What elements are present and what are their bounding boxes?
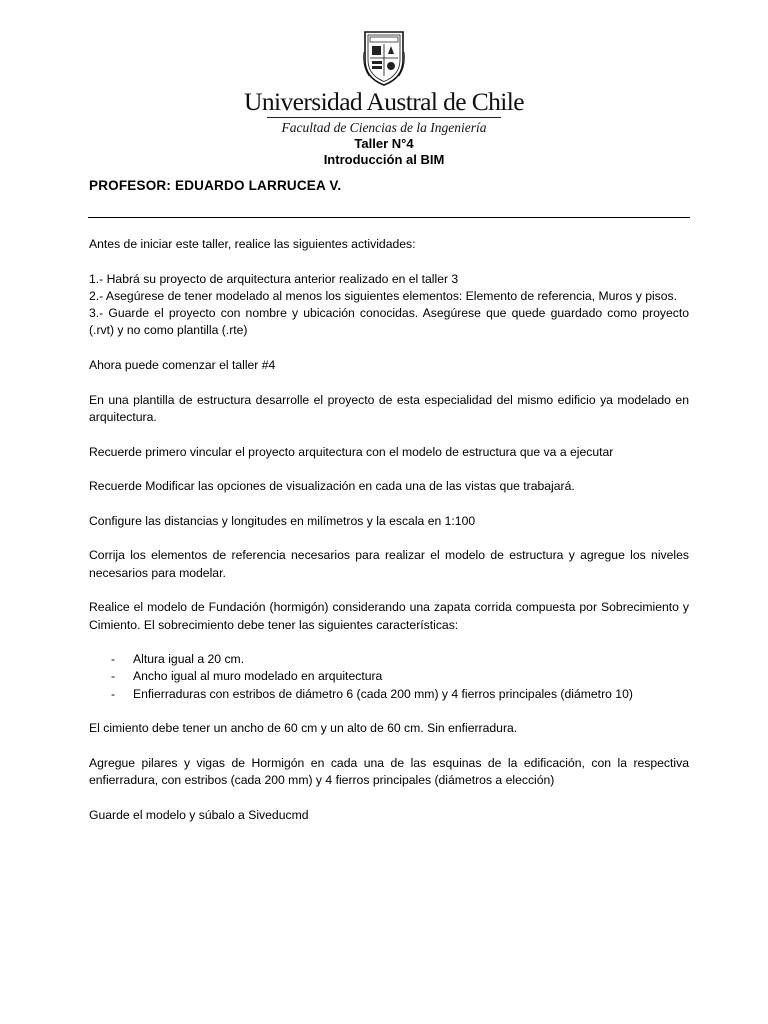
paragraph-link: Recuerde primero vincular el proyecto arquitectura con el modelo de estructura que va a ejecutar — [89, 444, 614, 459]
paragraph-foundation: Realice el modelo de Fundación (hormigón) considerando una zapata corrida compuesta por Sobrecimiento y Cimiento. El sobrecimiento debe tener las siguientes características: — [89, 600, 689, 632]
document-body — [89, 236, 689, 841]
university-name: Universidad Austral de Chile — [244, 87, 524, 116]
paragraph-start: Ahora puede comenzar el taller #4 — [89, 358, 276, 373]
university-logo — [0, 26, 768, 136]
paragraph-save: Guarde el modelo y súbalo a Siveducmd — [89, 807, 309, 822]
list-item: - Altura igual a 20 cm. — [111, 652, 245, 667]
list-item: - Enfierraduras con estribos de diámetro 6 (cada 200 mm) y 4 fierros principales (diámetro 10) — [111, 686, 633, 701]
list-item-text: Ancho igual al muro modelado en arquitectura — [133, 669, 383, 684]
university-seal-icon — [359, 26, 409, 88]
intro-paragraph: Antes de iniciar este taller, realice las siguientes actividades: — [89, 237, 416, 251]
step-item: 2.- Asegúrese de tener modelado al menos los siguientes elementos: Elemento de referencia, Muros y pisos. — [89, 288, 678, 303]
header-divider — [88, 217, 690, 218]
characteristics-list — [89, 651, 689, 703]
paragraph-levels: Corrija los elementos de referencia necesarios para realizar el modelo de estructura y agregue los niveles necesarios para modelar. — [89, 548, 689, 580]
professor-name: PROFESOR: EDUARDO LARRUCEA V. — [89, 178, 342, 193]
paragraph-template: En una plantilla de estructura desarrolle el proyecto de esta especialidad del mismo edificio ya modelado en arquitectura. — [89, 392, 689, 424]
paragraph-visualization: Recuerde Modificar las opciones de visualización en cada una de las vistas que trabajará. — [89, 479, 575, 494]
faculty-name: Facultad de Ciencias de la Ingeniería — [281, 120, 487, 135]
document-subtitle: Introducción al BIM — [323, 152, 445, 167]
document-title-block — [0, 136, 768, 168]
document-title: Taller N°4 — [354, 136, 414, 151]
paragraph-pilares: Agregue pilares y vigas de Hormigón en cada una de las esquinas de la edificación, con la respectiva enfierradura, con estribos (cada 200 mm) y 4 fierros principales (diámetros a elección) — [89, 755, 689, 788]
paragraph-cimiento: El cimiento debe tener un ancho de 60 cm y un alto de 60 cm. Sin enfierradura. — [89, 721, 518, 736]
list-item: - Ancho igual al muro modelado en arquitectura — [111, 669, 383, 684]
step-item: 1.- Habrá su proyecto de arquitectura anterior realizado en el taller 3 — [89, 271, 459, 286]
logo-divider — [267, 117, 501, 118]
list-item-text: Altura igual a 20 cm. — [133, 652, 245, 667]
paragraph-units: Configure las distancias y longitudes en milímetros y la escala en 1:100 — [89, 513, 476, 528]
step-item: 3.- Guarde el proyecto con nombre y ubicación conocidas. Asegúrese que quede guardado como proyecto (.rvt) y no como plantilla (.rte) — [89, 306, 689, 338]
list-item-text: Enfierraduras con estribos de diámetro 6 (cada 200 mm) y 4 fierros principales (diámetro 10) — [133, 686, 633, 701]
